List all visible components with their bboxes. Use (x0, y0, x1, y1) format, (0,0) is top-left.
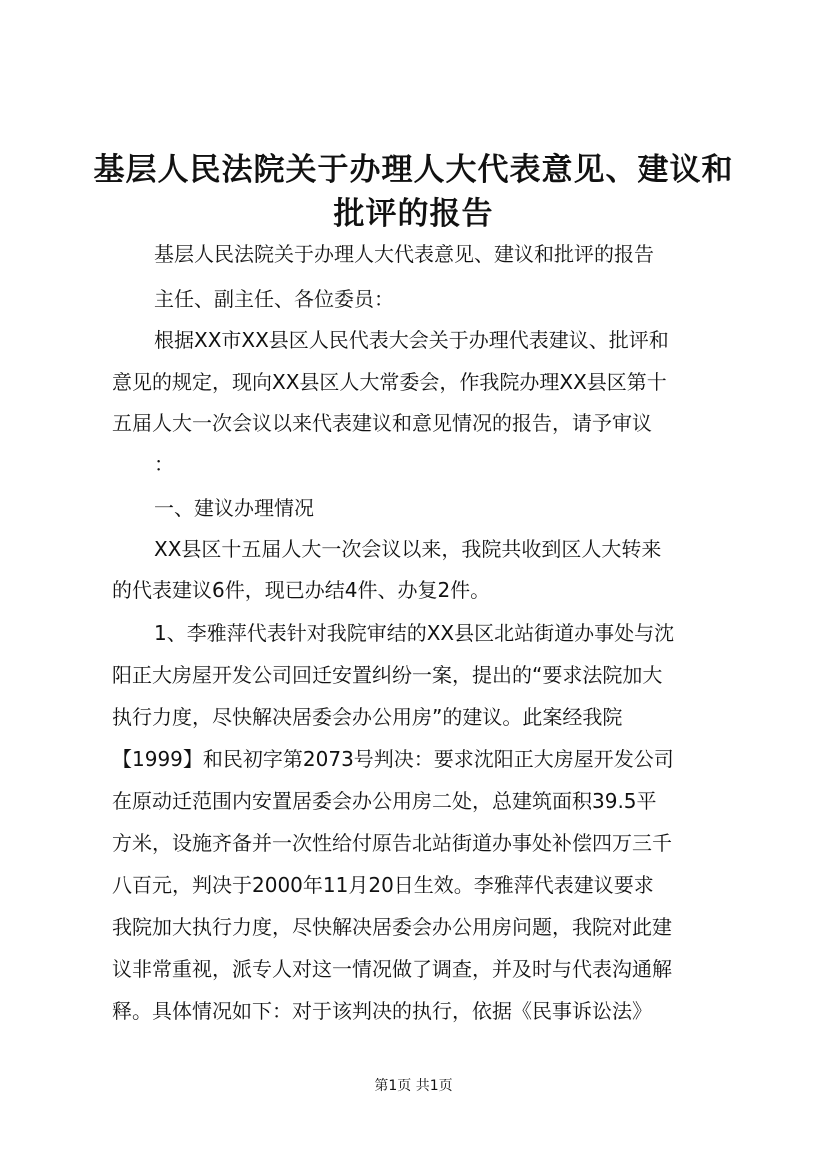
document-title-line-1: 基层人民法院关于办理人大代表意见、建议和 (93, 152, 734, 188)
body-line: 意见的规定，现向XX县区人大常委会，作我院办理XX县区第十 (112, 370, 667, 394)
body-line: 1、李雅萍代表针对我院审结的XX县区北站街道办事处与沈 (154, 621, 675, 645)
body-line: 方米，设施齐备并一次性给付原告北站街道办事处补偿四万三千 (112, 831, 672, 855)
document-title-line-2: 批评的报告 (333, 196, 494, 232)
body-line: 释。具体情况如下：对于该判决的执行，依据《民事诉讼法》 (112, 999, 652, 1023)
body-line: 基层人民法院关于办理人大代表意见、建议和批评的报告 (154, 242, 654, 266)
body-line: ： (154, 452, 174, 476)
body-line: 【1999】和民初字第2073号判决：要求沈阳正大房屋开发公司 (112, 747, 674, 771)
body-line: XX县区十五届人大一次会议以来，我院共收到区人大转来 (154, 537, 662, 561)
body-line: 我院加大执行力度，尽快解决居委会办公用房问题，我院对此建 (112, 915, 672, 939)
body-line: 主任、副主任、各位委员： (154, 287, 394, 311)
section-heading: 一、建议办理情况 (154, 496, 314, 520)
body-line: 阳正大房屋开发公司回迁安置纠纷一案，提出的“要求法院加大 (112, 663, 663, 687)
body-line: 议非常重视，派专人对这一情况做了调查，并及时与代表沟通解 (112, 957, 672, 981)
body-line: 八百元，判决于2000年11月20日生效。李雅萍代表建议要求 (112, 873, 654, 897)
body-line: 五届人大一次会议以来代表建议和意见情况的报告，请予审议 (112, 411, 652, 435)
body-line: 根据XX市XX县区人民代表大会关于办理代表建议、批评和 (154, 328, 669, 352)
body-line: 的代表建议6件，现已办结4件、办复2件。 (112, 578, 491, 602)
body-line: 在原动迁范围内安置居委会办公用房二处，总建筑面积39.5平 (112, 789, 657, 813)
page-number-footer: 第1页 共1页 (374, 1078, 453, 1094)
body-line: 执行力度，尽快解决居委会办公用房”的建议。此案经我院 (112, 705, 623, 729)
